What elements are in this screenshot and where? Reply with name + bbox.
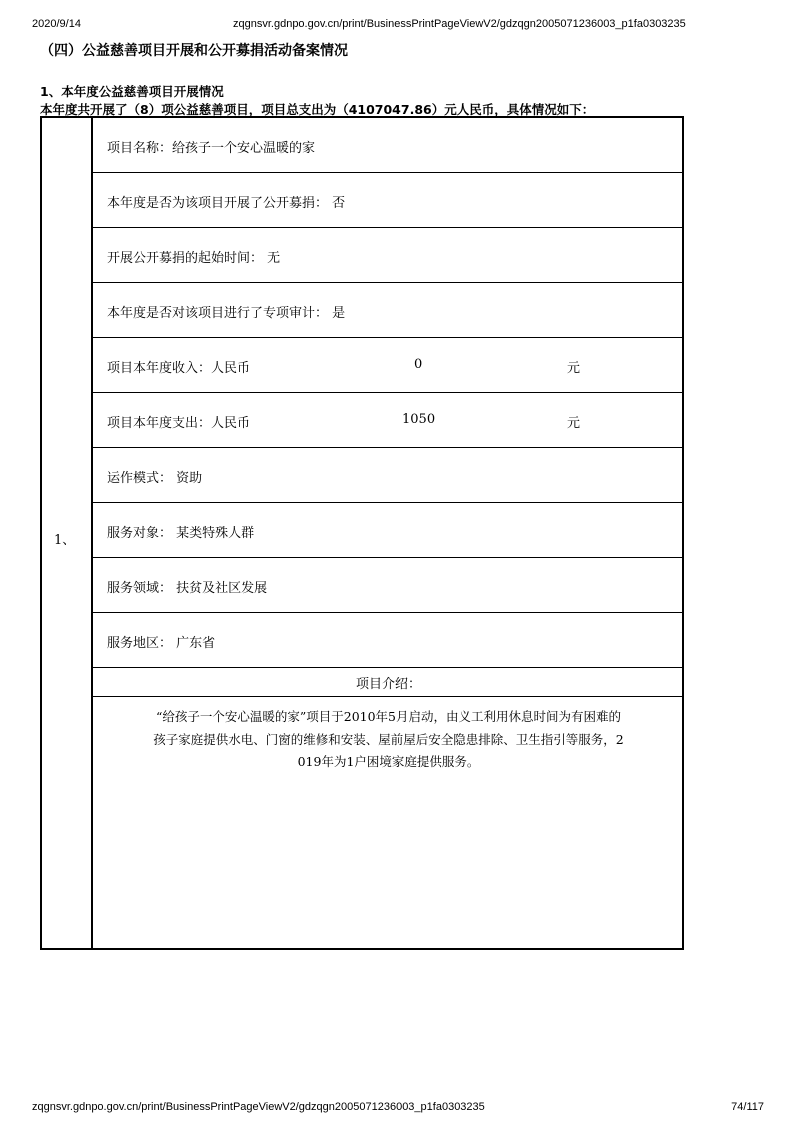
income-value: 0: [414, 357, 423, 372]
operation-mode: 运作模式： 资助: [107, 471, 203, 486]
row-expense: [93, 393, 684, 448]
print-date: 2020/9/14: [32, 18, 81, 30]
service-target: 服务对象： 某类特殊人群: [107, 526, 255, 541]
page-number: 74/117: [731, 1101, 764, 1113]
row-area: [93, 613, 684, 668]
intro-heading-row: [93, 668, 684, 697]
print-url-header: zqgnsvr.gdnpo.gov.cn/print/BusinessPrintPageViewV2/gdzqgn2005071236003_p1fa0303235: [233, 18, 686, 30]
row-target: [93, 503, 684, 558]
sub-title: 1、本年度公益慈善项目开展情况: [40, 84, 224, 99]
fundraising-start-time: 开展公开募捐的起始时间： 无: [107, 251, 281, 266]
section-title: （四）公益慈善项目开展和公开募捐活动备案情况: [40, 43, 348, 59]
intro-body: [93, 706, 684, 774]
project-table: [40, 116, 684, 950]
intro-line: “给孩子一个安心温暖的家”项目于2010年5月启动，由义工利用休息时间为有困难的: [155, 709, 622, 724]
special-audit: 本年度是否对该项目进行了专项审计： 是: [107, 306, 346, 321]
row-income: [93, 338, 684, 393]
row-field: [93, 558, 684, 613]
row-audit: [93, 283, 684, 338]
print-url-footer: zqgnsvr.gdnpo.gov.cn/print/BusinessPrintPageViewV2/gdzqgn2005071236003_p1fa0303235: [32, 1101, 485, 1113]
row-mode: [93, 448, 684, 503]
expense-unit: 元: [567, 416, 581, 431]
row-start-time: [93, 228, 684, 283]
row-index: 1、: [54, 533, 76, 548]
intro-line: 孩子家庭提供水电、门窗的维修和安装、屋前屋后安全隐患排除、卫生指引等服务，2: [153, 731, 624, 747]
index-column: [42, 118, 93, 948]
project-name: 项目名称：给孩子一个安心温暖的家: [107, 141, 316, 156]
public-fundraising: 本年度是否为该项目开展了公开募捐： 否: [107, 196, 346, 211]
service-area: 服务地区： 广东省: [107, 636, 216, 651]
income-label: 项目本年度收入：人民币: [107, 361, 251, 376]
summary-text: 本年度共开展了（8）项公益慈善项目，项目总支出为（4107047.86）元人民币，具体情况如下：: [40, 102, 595, 117]
service-field: 服务领域： 扶贫及社区发展: [107, 581, 268, 596]
expense-label: 项目本年度支出：人民币: [107, 416, 251, 431]
expense-value: 1050: [402, 412, 436, 427]
income-unit: 元: [567, 361, 581, 376]
intro-line: 019年为1户困境家庭提供服务。: [297, 754, 480, 769]
intro-heading: 项目介绍：: [355, 677, 421, 692]
row-public-fundraising: [93, 173, 684, 228]
row-project-name: [93, 118, 684, 173]
